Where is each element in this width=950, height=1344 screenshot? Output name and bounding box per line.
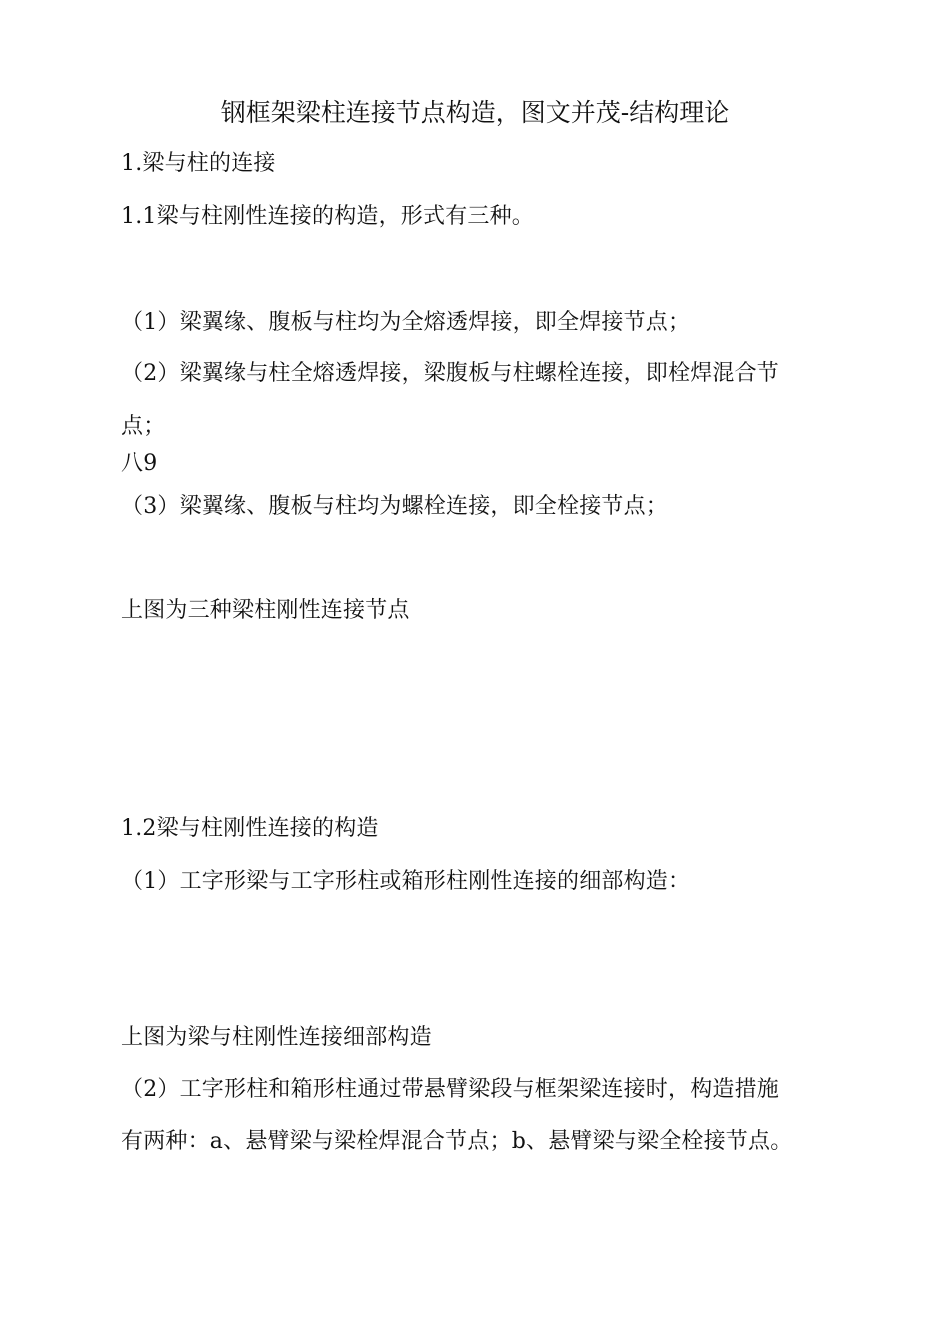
figure-caption-2: 上图为梁与柱刚性连接细部构造	[121, 1025, 432, 1050]
list-item-1-2-1: （1）工字形梁与工字形柱或箱形柱刚性连接的细部构造：	[121, 869, 691, 894]
figure-caption-1: 上图为三种梁柱刚性连接节点	[121, 598, 410, 623]
section-heading-1-2: 1.2梁与柱刚性连接的构造	[121, 816, 379, 841]
list-item-2-line-2: 点；	[121, 414, 166, 439]
list-item-1-2-2-line-1: （2）工字形柱和箱形柱通过带悬臂梁段与框架梁连接时，构造措施	[121, 1077, 779, 1102]
section-heading-1-1: 1.1梁与柱刚性连接的构造，形式有三种。	[121, 204, 534, 229]
page-title: 钢框架梁柱连接节点构造，图文并茂-结构理论	[220, 98, 730, 127]
list-item-1-2-2-line-2: 有两种：a、悬臂梁与梁栓焊混合节点；b、悬臂梁与梁全栓接节点。	[121, 1129, 793, 1154]
list-item-1: （1）梁翼缘、腹板与柱均为全熔透焊接，即全焊接节点；	[121, 310, 691, 335]
section-heading-1: 1.梁与柱的连接	[121, 151, 276, 176]
list-item-2-line-1: （2）梁翼缘与柱全熔透焊接，梁腹板与柱螺栓连接，即栓焊混合节	[121, 361, 779, 386]
list-item-3: （3）梁翼缘、腹板与柱均为螺栓连接，即全栓接节点；	[121, 494, 668, 519]
figure-fragment-text: 八9	[121, 451, 158, 476]
